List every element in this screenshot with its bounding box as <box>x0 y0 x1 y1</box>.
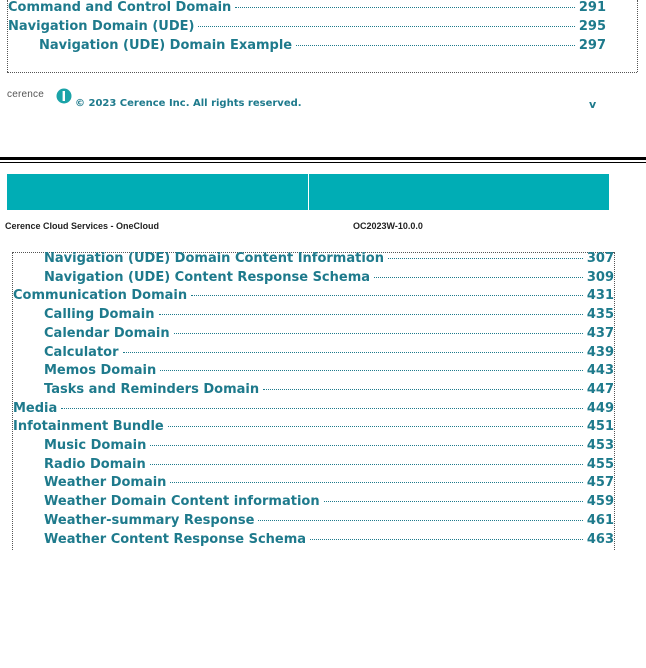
toc-dot-leader <box>170 482 582 483</box>
toc-entry-title: Navigation Domain (UDE) <box>8 19 195 34</box>
toc-entry[interactable] <box>13 419 614 434</box>
toc-dot-leader <box>235 7 575 8</box>
toc-entry-page: 447 <box>586 381 614 397</box>
toc-entry-page: 307 <box>586 251 614 266</box>
toc-entry-page: 431 <box>586 288 614 304</box>
toc-entry-title: Navigation (UDE) Content Response Schema <box>44 269 371 285</box>
toc-entry[interactable] <box>8 19 606 34</box>
toc-entry-title: Weather Domain <box>44 475 167 491</box>
toc-entry-page: 297 <box>578 38 606 53</box>
toc-entry-page: 451 <box>586 419 614 435</box>
toc-dot-leader <box>174 333 583 334</box>
toc-dot-leader <box>123 352 583 353</box>
toc-entry-page: 437 <box>586 325 614 341</box>
toc-dot-leader <box>160 370 583 371</box>
toc-dot-leader <box>150 445 582 446</box>
toc-entry[interactable] <box>44 382 614 397</box>
toc-entry-page: 459 <box>586 494 614 510</box>
toc-entry-title: Navigation (UDE) Domain Example <box>39 38 293 53</box>
copyright-text: © 2023 Cerence Inc. All rights reserved. <box>75 98 302 109</box>
toc-entry-page: 463 <box>586 531 614 547</box>
toc-entry-title: Music Domain <box>44 438 147 453</box>
toc-entry[interactable] <box>44 326 614 341</box>
header-band-divider <box>308 174 309 210</box>
toc-entry-page: 461 <box>586 512 614 528</box>
toc-entry[interactable] <box>44 251 614 266</box>
toc-entry-page: 291 <box>578 0 606 15</box>
toc-entry-title: Calendar Domain <box>44 325 170 341</box>
toc-entry-page: 309 <box>586 269 614 285</box>
toc-entry-title: Tasks and Reminders Domain <box>44 381 260 397</box>
toc-entry-title: Radio Domain <box>44 456 146 472</box>
toc-entry[interactable] <box>13 401 614 416</box>
toc-entry-title: Communication Domain <box>13 288 188 304</box>
toc-entry[interactable] <box>44 513 614 528</box>
toc-dot-leader <box>150 464 583 465</box>
toc-entry[interactable] <box>44 494 614 509</box>
toc-entry-title: Command and Control Domain <box>8 0 232 15</box>
toc-entry-page: 295 <box>578 19 606 34</box>
cerence-logo <box>7 88 75 104</box>
toc-entry-title: Calling Domain <box>44 307 155 323</box>
toc-dot-leader <box>388 258 583 259</box>
toc-entry[interactable] <box>44 270 614 285</box>
toc-dot-leader <box>168 426 583 427</box>
toc-entry[interactable] <box>44 363 614 378</box>
toc-entry-title: Calculator <box>44 344 119 360</box>
toc-entry[interactable] <box>39 38 606 53</box>
toc-entry[interactable] <box>44 532 614 547</box>
logo-wordmark: cerence <box>7 89 44 100</box>
page-number: v <box>589 98 597 111</box>
toc-entry[interactable] <box>13 288 614 303</box>
toc-dot-leader <box>263 389 583 390</box>
toc-entry-title: Weather Content Response Schema <box>44 531 307 547</box>
toc-dot-leader <box>191 295 583 296</box>
toc-entry[interactable] <box>8 0 606 15</box>
toc-dot-leader <box>310 539 583 540</box>
toc-dot-leader <box>198 26 574 27</box>
toc-entry-title: Navigation (UDE) Domain Content Information <box>44 251 384 266</box>
document-title: Cerence Cloud Services - OneCloud <box>5 221 160 231</box>
toc-dot-leader <box>61 408 583 409</box>
toc-entry[interactable] <box>44 307 614 322</box>
header-band <box>7 174 609 210</box>
toc-entry-page: 455 <box>586 456 614 472</box>
toc-dot-leader <box>258 520 582 521</box>
toc-entry-page: 439 <box>586 344 614 360</box>
toc-entry-page: 443 <box>586 363 614 379</box>
toc-entry[interactable] <box>44 438 614 453</box>
toc-entry-title: Memos Domain <box>44 363 157 379</box>
toc-dot-leader <box>159 314 583 315</box>
toc-entry-page: 453 <box>586 438 614 453</box>
toc-entry[interactable] <box>44 457 614 472</box>
toc-dot-leader <box>374 277 583 278</box>
toc-entry[interactable] <box>44 475 614 490</box>
document-version: OC2023W-10.0.0 <box>353 221 423 231</box>
toc-entry-title: Media <box>13 400 58 416</box>
toc-entry[interactable] <box>44 345 614 360</box>
toc-dot-leader <box>324 501 583 502</box>
logo-mark-icon <box>56 88 72 104</box>
toc-entry-title: Weather Domain Content information <box>44 494 320 510</box>
toc-entry-title: Infotainment Bundle <box>13 419 164 435</box>
toc-entry-page: 449 <box>586 400 614 416</box>
toc-entry-title: Weather-summary Response <box>44 512 255 528</box>
toc-entry-page: 435 <box>586 307 614 323</box>
toc-dot-leader <box>296 45 575 46</box>
page-break-divider-thin <box>0 162 646 163</box>
toc-entry-page: 457 <box>586 475 614 491</box>
page-break-divider <box>0 157 646 160</box>
